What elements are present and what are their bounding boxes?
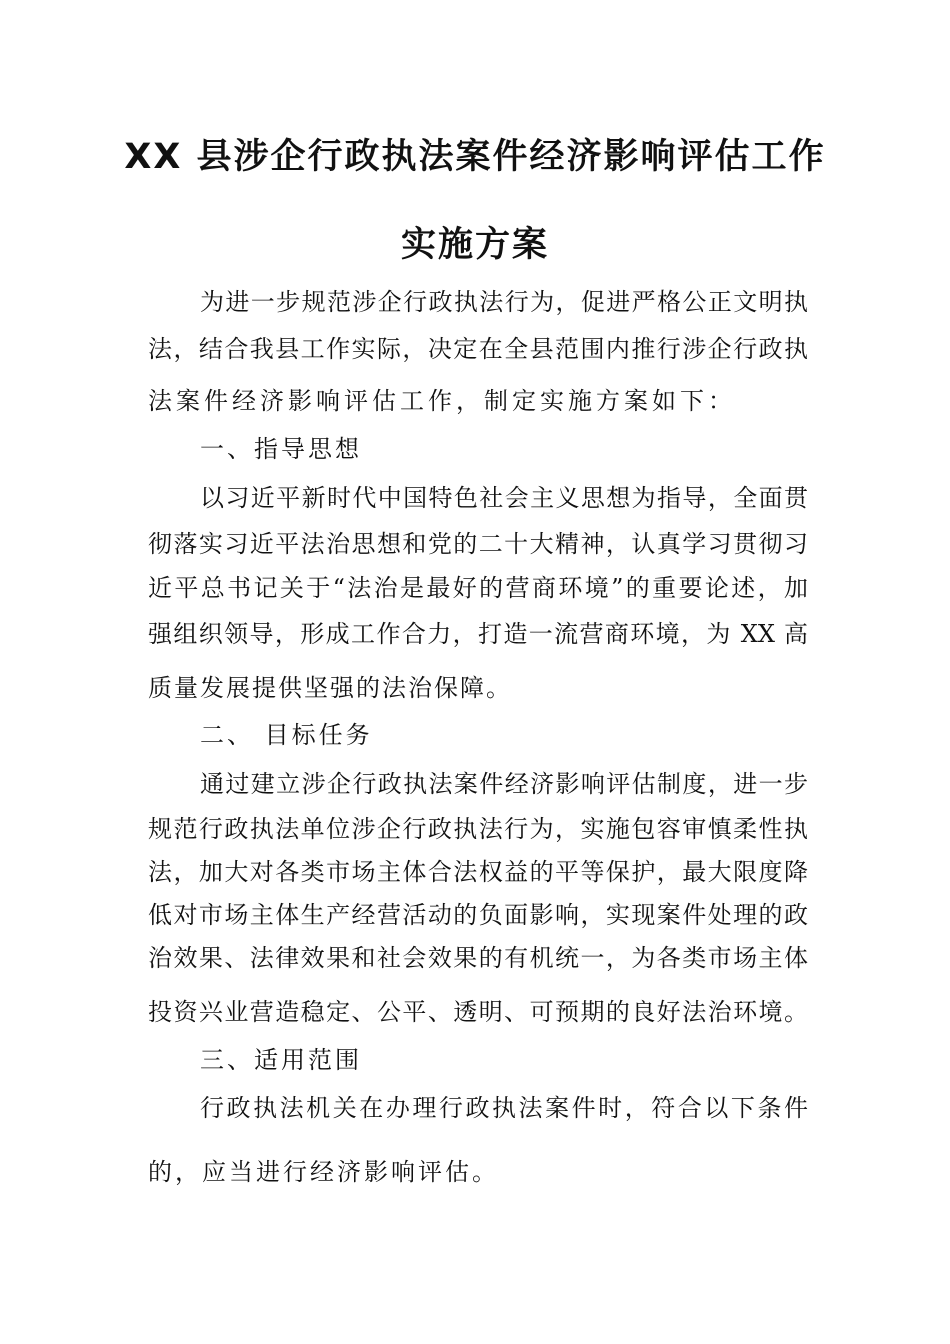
intro-line-2: 法，结合我县工作实际，决定在全县范围内推行涉企行政执 — [148, 335, 808, 363]
section1-line-3: 近平总书记关于“法治是最好的营商环境”的重要论述，加 — [148, 574, 808, 602]
section2-line-6: 投资兴业营造稳定、公平、透明、可预期的良好法治环境。 — [148, 998, 808, 1026]
section2-line-4: 低对市场主体生产经营活动的负面影响，实现案件处理的政 — [148, 901, 808, 929]
document-title-line-2: 实施方案 — [400, 225, 549, 265]
section3-line-1: 行政执法机关在办理行政执法案件时，符合以下条件 — [200, 1094, 808, 1122]
section-heading-objectives: 二、 目标任务 — [200, 721, 373, 749]
section3-line-2: 的，应当进行经济影响评估。 — [148, 1158, 499, 1186]
section1-line-5: 质量发展提供坚强的法治保障。 — [148, 674, 512, 702]
section-heading-guiding-ideology: 一、指导思想 — [200, 435, 362, 463]
section1-line-4: 强组织领导，形成工作合力，打造一流营商环境，为 XX 高 — [148, 620, 808, 648]
section-heading-scope: 三、适用范围 — [200, 1046, 362, 1074]
section1-line-2: 彻落实习近平法治思想和党的二十大精神，认真学习贯彻习 — [148, 530, 808, 558]
section2-line-2: 规范行政执法单位涉企行政执法行为，实施包容审慎柔性执 — [148, 815, 808, 843]
section2-line-5: 治效果、法律效果和社会效果的有机统一，为各类市场主体 — [148, 944, 808, 972]
section2-line-3: 法，加大对各类市场主体合法权益的平等保护，最大限度降 — [148, 858, 808, 886]
intro-line-1: 为进一步规范涉企行政执法行为，促进严格公正文明执 — [200, 288, 808, 316]
intro-line-3: 法案件经济影响评估工作，制定实施方案如下： — [148, 387, 736, 415]
section1-line-1: 以习近平新时代中国特色社会主义思想为指导，全面贯 — [200, 484, 808, 512]
section2-line-1: 通过建立涉企行政执法案件经济影响评估制度，进一步 — [200, 770, 808, 798]
document-title-line-1: XX 县涉企行政执法案件经济影响评估工作 — [124, 137, 826, 177]
